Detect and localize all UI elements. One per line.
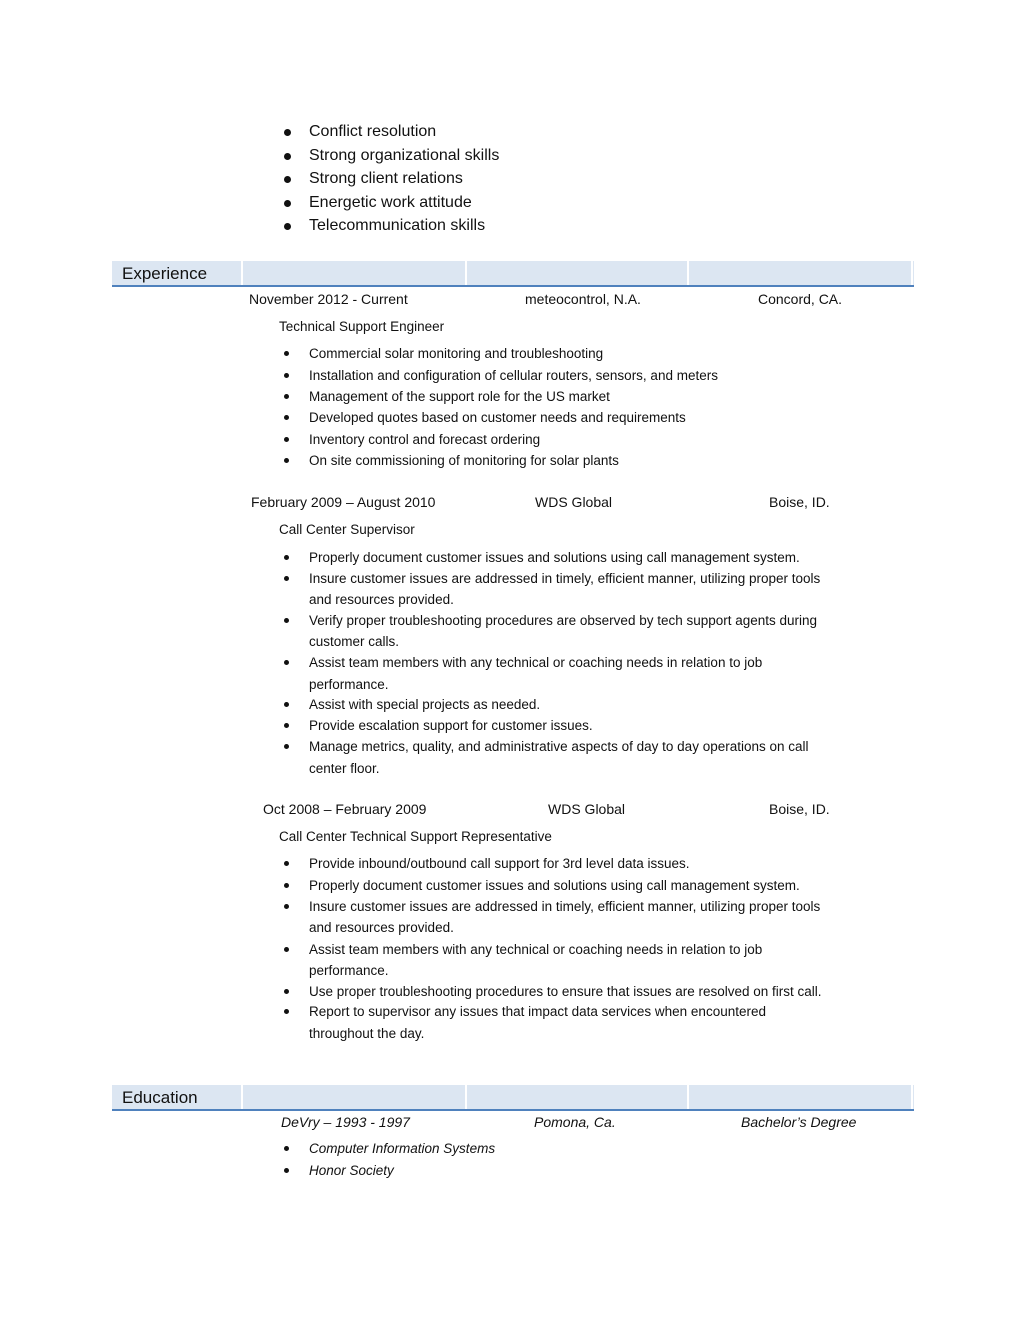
job-bullet-continued: customer calls. bbox=[309, 634, 400, 649]
job-bullet-continued: and resources provided. bbox=[309, 592, 454, 607]
divider bbox=[687, 261, 689, 285]
job-location: Boise, ID. bbox=[769, 801, 830, 817]
bullet-icon bbox=[284, 394, 289, 399]
job-bullet: Management of the support role for the US market bbox=[309, 389, 610, 404]
job-bullet: Insure customer issues are addressed in timely, efficient manner, utilizing proper tools bbox=[309, 571, 821, 586]
job-bullet: On site commissioning of monitoring for solar plants bbox=[309, 453, 619, 468]
job-bullet: Properly document customer issues and solutions using call management system. bbox=[309, 878, 800, 893]
bullet-icon bbox=[284, 351, 289, 356]
job-bullet: Properly document customer issues and solutions using call management system. bbox=[309, 550, 800, 565]
experience-section-header bbox=[112, 261, 914, 287]
skill-item: Telecommunication skills bbox=[309, 217, 486, 234]
skill-item: Strong client relations bbox=[309, 170, 463, 187]
bullet-icon bbox=[284, 989, 289, 994]
bullet-icon bbox=[284, 1146, 289, 1151]
divider bbox=[241, 1085, 243, 1109]
divider bbox=[465, 261, 467, 285]
bullet-icon bbox=[284, 660, 289, 665]
bullet-icon bbox=[284, 176, 291, 183]
bullet-icon bbox=[284, 153, 291, 160]
job-company: WDS Global bbox=[535, 494, 613, 510]
education-bullet: Computer Information Systems bbox=[309, 1141, 496, 1156]
job-bullet-continued: center floor. bbox=[309, 761, 380, 776]
bullet-icon bbox=[284, 415, 289, 420]
job-company: WDS Global bbox=[548, 801, 626, 817]
education-degree: Bachelor’s Degree bbox=[741, 1114, 857, 1130]
divider bbox=[241, 261, 243, 285]
divider bbox=[911, 261, 913, 285]
job-bullet-continued: and resources provided. bbox=[309, 920, 454, 935]
skill-item: Strong organizational skills bbox=[309, 147, 500, 164]
bullet-icon bbox=[284, 702, 289, 707]
job-bullet: Developed quotes based on customer needs and requirements bbox=[309, 410, 686, 425]
bullet-icon bbox=[284, 223, 291, 230]
section-title: Experience bbox=[122, 264, 208, 283]
bullet-icon bbox=[284, 129, 291, 136]
skill-item: Energetic work attitude bbox=[309, 194, 472, 211]
section-title: Education bbox=[122, 1088, 198, 1107]
job-bullet-continued: performance. bbox=[309, 963, 389, 978]
job-company: meteocontrol, N.A. bbox=[525, 291, 641, 307]
job-bullet: Insure customer issues are addressed in timely, efficient manner, utilizing proper tools bbox=[309, 899, 821, 914]
bullet-icon bbox=[284, 904, 289, 909]
education-section-header bbox=[112, 1085, 914, 1111]
bullet-icon bbox=[284, 947, 289, 952]
education-location: Pomona, Ca. bbox=[534, 1114, 616, 1130]
job-bullet: Inventory control and forecast ordering bbox=[309, 432, 541, 447]
job-bullet-continued: throughout the day. bbox=[309, 1026, 425, 1041]
bullet-icon bbox=[284, 555, 289, 560]
education-bullet: Honor Society bbox=[309, 1163, 394, 1178]
divider bbox=[465, 1085, 467, 1109]
job-bullet: Assist team members with any technical or coaching needs in relation to job bbox=[309, 655, 763, 670]
job-dates: November 2012 - Current bbox=[249, 291, 408, 307]
education-school: DeVry – 1993 - 1997 bbox=[281, 1114, 410, 1130]
bullet-icon bbox=[284, 1168, 289, 1173]
divider bbox=[911, 1085, 913, 1109]
bullet-icon bbox=[284, 576, 289, 581]
bullet-icon bbox=[284, 861, 289, 866]
bullet-icon bbox=[284, 723, 289, 728]
job-bullet: Manage metrics, quality, and administrative aspects of day to day operations on call bbox=[309, 739, 809, 754]
job-role: Call Center Technical Support Representative bbox=[279, 829, 552, 844]
job-bullet: Assist team members with any technical or coaching needs in relation to job bbox=[309, 942, 763, 957]
job-bullet: Commercial solar monitoring and troubleshooting bbox=[309, 346, 604, 361]
job-bullet-continued: performance. bbox=[309, 677, 389, 692]
job-role: Call Center Supervisor bbox=[279, 522, 415, 537]
bullet-icon bbox=[284, 744, 289, 749]
bullet-icon bbox=[284, 618, 289, 623]
job-bullet: Use proper troubleshooting procedures to ensure that issues are resolved on first call. bbox=[309, 984, 822, 999]
job-bullet: Installation and configuration of cellular routers, sensors, and meters bbox=[309, 368, 718, 383]
divider bbox=[687, 1085, 689, 1109]
bullet-icon bbox=[284, 883, 289, 888]
job-role: Technical Support Engineer bbox=[279, 319, 445, 334]
job-bullet: Provide inbound/outbound call support for 3rd level data issues. bbox=[309, 856, 690, 871]
bullet-icon bbox=[284, 373, 289, 378]
job-dates: February 2009 – August 2010 bbox=[251, 494, 436, 510]
job-bullet: Verify proper troubleshooting procedures are observed by tech support agents during bbox=[309, 613, 818, 628]
job-location: Boise, ID. bbox=[769, 494, 830, 510]
job-bullet: Assist with special projects as needed. bbox=[309, 697, 541, 712]
skill-item: Conflict resolution bbox=[309, 123, 437, 140]
job-bullet: Provide escalation support for customer issues. bbox=[309, 718, 593, 733]
bullet-icon bbox=[284, 200, 291, 207]
job-bullet: Report to supervisor any issues that impact data services when encountered bbox=[309, 1004, 766, 1019]
job-location: Concord, CA. bbox=[758, 291, 843, 307]
job-dates: Oct 2008 – February 2009 bbox=[263, 801, 427, 817]
bullet-icon bbox=[284, 437, 289, 442]
bullet-icon bbox=[284, 1009, 289, 1014]
bullet-icon bbox=[284, 458, 289, 463]
